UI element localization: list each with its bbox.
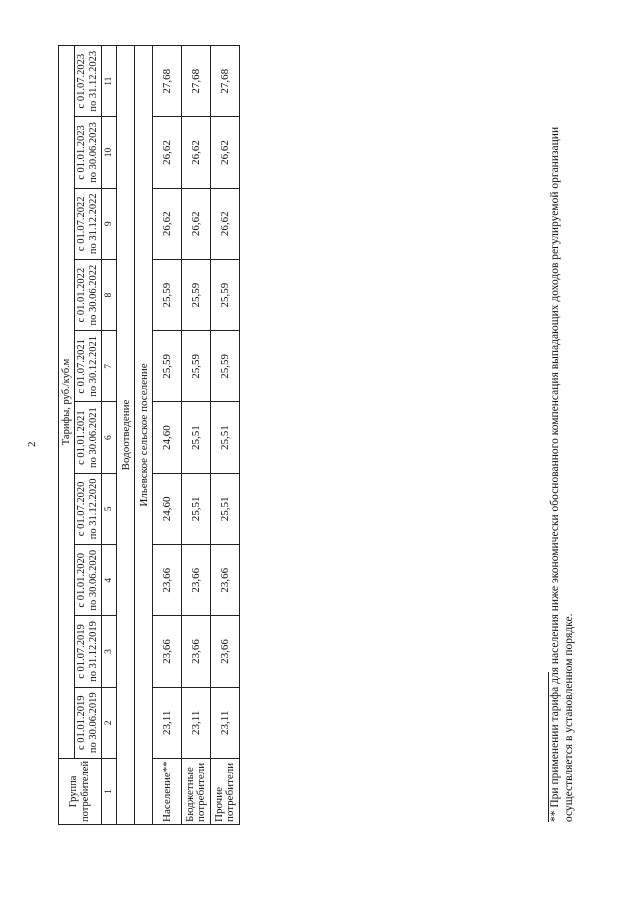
tariff-table [58,45,240,825]
table-row [211,46,240,825]
table-row [182,46,211,825]
tariff-cell: 23,66 [153,545,182,616]
column-number: 4 [102,545,117,616]
subsection-title: Ильевское сельское поселение [135,46,153,825]
period-header: с 01.07.2020 по 31.12.2020 [75,473,102,544]
tariff-cell: 23,11 [153,687,182,758]
tariff-cell: 26,62 [182,188,211,259]
column-number: 8 [102,259,117,330]
group-header: Группа потребителей [59,758,102,824]
tariff-cell: 25,51 [182,402,211,473]
tariff-cell: 25,59 [153,331,182,402]
column-number: 9 [102,188,117,259]
tariff-cell: 25,59 [211,259,240,330]
tariff-cell: 26,62 [211,117,240,188]
table-row [153,46,182,825]
tariff-cell: 25,51 [211,402,240,473]
period-header: с 01.01.2019 по 30.06.2019 [75,687,102,758]
tariff-cell: 24,60 [153,402,182,473]
column-number: 11 [102,46,117,117]
column-number: 2 [102,687,117,758]
row-label: Население** [153,758,182,824]
footnote: ** При применении тарифа для населения ниже экономически обоснованного компенсация выпадающих доходов регулируемой организации осуществляется в установленном порядке. [549,126,575,822]
tariff-cell: 25,51 [211,473,240,544]
tariff-table-container [58,45,258,825]
column-number: 6 [102,402,117,473]
tariff-cell: 25,59 [153,259,182,330]
column-number: 10 [102,117,117,188]
tariff-cell: 26,62 [211,188,240,259]
tariff-cell: 23,66 [153,616,182,687]
column-number: 5 [102,473,117,544]
period-header: с 01.01.2020 по 30.06.2020 [75,545,102,616]
period-header: с 01.07.2019 по 31.12.2019 [75,616,102,687]
tariff-cell: 26,62 [153,117,182,188]
tariff-header: Тарифы, руб./куб.м [59,46,75,759]
period-header: с 01.07.2022 по 31.12.2022 [75,188,102,259]
period-header: с 01.01.2023 по 30.06.2023 [75,117,102,188]
tariff-cell: 23,11 [182,687,211,758]
row-label: Бюджетные потребители [182,758,211,824]
tariff-cell: 27,68 [182,46,211,117]
tariff-cell: 25,59 [182,331,211,402]
row-label: Прочие потребители [211,758,240,824]
column-number: 7 [102,331,117,402]
tariff-cell: 26,62 [153,188,182,259]
tariff-cell: 25,59 [211,331,240,402]
period-header: с 01.01.2022 по 30.06.2022 [75,259,102,330]
period-header: с 01.07.2021 по 30.12.2021 [75,331,102,402]
tariff-cell: 25,51 [182,473,211,544]
tariff-cell: 25,59 [182,259,211,330]
tariff-cell: 27,68 [211,46,240,117]
tariff-cell: 23,66 [211,616,240,687]
tariff-cell: 24,60 [153,473,182,544]
column-number: 1 [102,758,117,824]
tariff-cell: 23,66 [211,545,240,616]
tariff-cell: 23,66 [182,616,211,687]
period-header: с 01.07.2023 по 31.12.2023 [75,46,102,117]
tariff-cell: 23,11 [211,687,240,758]
tariff-cell: 27,68 [153,46,182,117]
page-number: 2 [26,441,38,447]
tariff-cell: 23,66 [182,545,211,616]
column-number: 3 [102,616,117,687]
section-title: Водоотведение [117,46,135,825]
period-header: с 01.01.2021 по 30.06.2021 [75,402,102,473]
tariff-cell: 26,62 [182,117,211,188]
